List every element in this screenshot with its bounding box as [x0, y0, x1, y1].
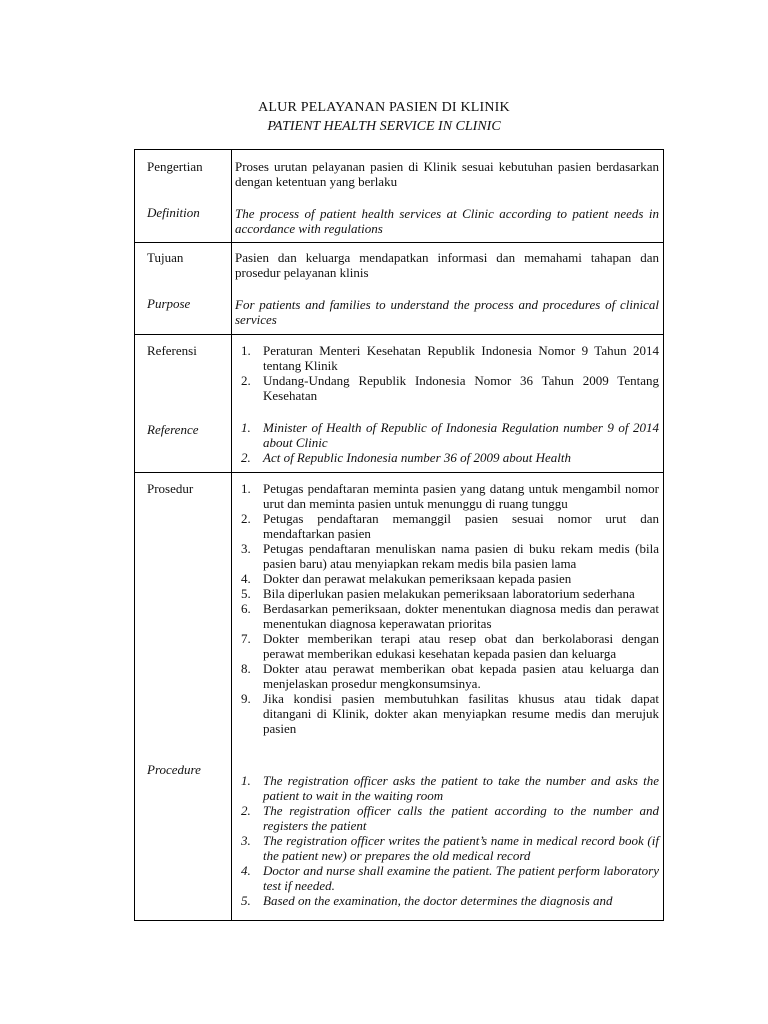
definition-row: [135, 150, 663, 243]
list-number: 3.: [241, 541, 251, 556]
reference-label-id: Referensi: [147, 343, 197, 358]
definition-label-id: Pengertian: [147, 159, 203, 174]
reference-item: 1. Minister of Health of Republic of Indonesia Regulation number 9 of 2014 about Clinic: [241, 420, 659, 450]
procedure-item: 4. Doctor and nurse shall examine the patient. The patient perform laboratory test if needed.: [241, 863, 659, 893]
list-number: 1.: [241, 773, 251, 788]
procedure-row: [135, 472, 663, 920]
procedure-list-en: [235, 773, 659, 908]
procedure-item: 3. The registration officer writes the patient’s name in medical record book (if the patient new) or prepares the old medical record: [241, 833, 659, 863]
document-subtitle: PATIENT HEALTH SERVICE IN CLINIC: [267, 119, 501, 134]
purpose-row: [135, 242, 663, 335]
list-number: 5.: [241, 893, 251, 908]
definition-label-en: Definition: [147, 205, 200, 220]
list-number: 7.: [241, 631, 251, 646]
definition-text-en: The process of patient health services at Clinic according to patient needs in accordance with regulations: [235, 206, 659, 236]
list-number: 8.: [241, 661, 251, 676]
procedure-label-en: Procedure: [147, 762, 201, 777]
procedure-item: 2. Petugas pendaftaran memanggil pasien sesuai nomor urut dan mendaftarkan pasien: [241, 511, 659, 541]
service-table: [134, 149, 664, 921]
list-number: 2.: [241, 803, 251, 818]
procedure-item: 8. Dokter atau perawat memberikan obat kepada pasien atau keluarga dan menjelaskan prosedur mengkonsumsinya.: [241, 661, 659, 691]
procedure-label-id: Prosedur: [147, 481, 194, 496]
list-number: 2.: [241, 450, 251, 465]
purpose-text-en: For patients and families to understand the process and procedures of clinical services: [235, 297, 659, 327]
reference-list-id: [235, 343, 659, 403]
purpose-label-en: Purpose: [147, 296, 191, 311]
procedure-list-id: [235, 481, 659, 736]
list-number: 1.: [241, 343, 251, 358]
procedure-item: 4. Dokter dan perawat melakukan pemeriksaan kepada pasien: [241, 571, 572, 586]
procedure-item: 7. Dokter memberikan terapi atau resep obat dan berkolaborasi dengan perawat memberikan edukasi kesehatan kepada pasien dan keluarga: [241, 631, 659, 661]
list-number: 3.: [241, 833, 251, 848]
list-number: 4.: [241, 571, 251, 586]
list-number: 5.: [241, 586, 251, 601]
list-number: 2.: [241, 373, 251, 388]
list-number: 9.: [241, 691, 251, 706]
reference-list-en: [235, 420, 659, 465]
reference-label-en: Reference: [147, 422, 199, 437]
list-number: 2.: [241, 511, 251, 526]
purpose-label-id: Tujuan: [147, 250, 184, 265]
reference-item: 1. Peraturan Menteri Kesehatan Republik Indonesia Nomor 9 Tahun 2014 tentang Klinik: [241, 343, 659, 373]
purpose-text-id: Pasien dan keluarga mendapatkan informasi dan memahami tahapan dan prosedur pelayanan klinis: [235, 250, 659, 280]
procedure-item: 3. Petugas pendaftaran menuliskan nama pasien di buku rekam medis (bila pasien baru) atau menyiapkan rekam medis bila pasien lama: [241, 541, 659, 571]
procedure-item: 6. Berdasarkan pemeriksaan, dokter menentukan diagnosa medis dan perawat menentukan diagnosa keperawatan prioritas: [241, 601, 659, 631]
procedure-item: 9. Jika kondisi pasien membutuhkan fasilitas khusus atau tidak dapat ditangani di Klinik, dokter akan menyiapkan resume medis dan merujuk pasien: [241, 691, 659, 736]
document-title: ALUR PELAYANAN PASIEN DI KLINIK: [258, 100, 510, 115]
list-number: 1.: [241, 420, 251, 435]
procedure-item: 2. The registration officer calls the patient according to the number and registers the patient: [241, 803, 659, 833]
procedure-item: 1. The registration officer asks the patient to take the number and asks the patient to wait in the waiting room: [241, 773, 659, 803]
reference-row: [135, 334, 663, 473]
definition-text-id: Proses urutan pelayanan pasien di Klinik sesuai kebutuhan pasien berdasarkan dengan ketentuan yang berlaku: [235, 159, 659, 189]
procedure-item: 5. Bila diperlukan pasien melakukan pemeriksaan laboratorium sederhana: [241, 586, 635, 601]
list-number: 4.: [241, 863, 251, 878]
reference-item: 2. Undang-Undang Republik Indonesia Nomor 36 Tahun 2009 Tentang Kesehatan: [241, 373, 659, 403]
list-number: 1.: [241, 481, 251, 496]
list-number: 6.: [241, 601, 251, 616]
reference-item: 2. Act of Republic Indonesia number 36 of 2009 about Health: [241, 450, 571, 465]
procedure-item: 5. Based on the examination, the doctor determines the diagnosis and: [241, 893, 613, 908]
procedure-item: 1. Petugas pendaftaran meminta pasien yang datang untuk mengambil nomor urut dan meminta pasien untuk menunggu di ruang tunggu: [241, 481, 659, 511]
